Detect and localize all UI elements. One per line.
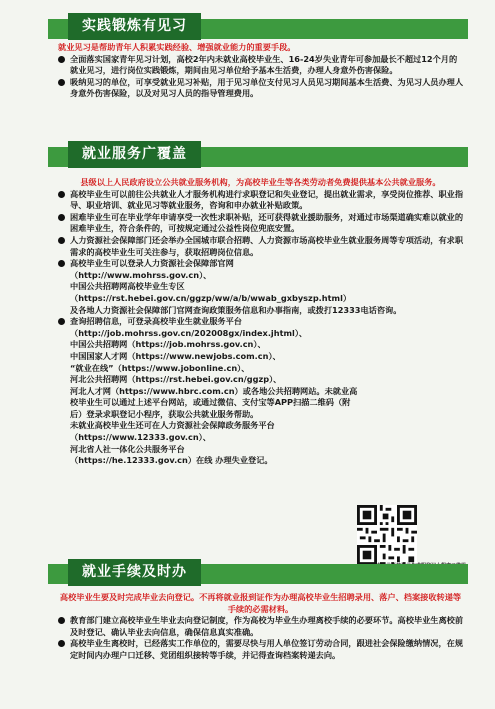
section-header-bar (48, 147, 468, 167)
url-line[interactable]: 中国国家人才网（https://www.newjobs.com.cn）、 (70, 350, 281, 361)
bullet-dot-icon (58, 617, 65, 624)
bullet-item: 吸纳见习的单位，可享受就业见习补贴，用于见习单位支付见习人员见习期间基本生活费、为见习人员办理人身意外伤害保险，以及对见习人员的指导管理费用。 (58, 77, 463, 100)
section-intro: 就业见习是帮助青年人积累实践经验、增强就业能力的重要手段。 (58, 42, 296, 52)
url-line[interactable]: 中国公共招聘网（https://job.mohrss.gov.cn）、 (70, 339, 266, 350)
bullet-list (58, 54, 463, 100)
bullet-dot-icon (58, 640, 65, 647)
bullet-item: 困难毕业生可在毕业学年申请享受一次性求职补贴，还可获得就业援助服务，对通过市场渠道确实难以就业的困难毕业生，符合条件的，可按规定通过公益性岗位兜底安置。 (58, 212, 463, 235)
section-title: 就业服务广覆盖 (68, 141, 201, 168)
section-header-bar (48, 564, 468, 584)
bullet-line: 河北人才网（https://www.hbrc.com.cn）或各地公共招聘网站。未就业高校毕业生可以通过上述平台网站，或通过微信、支付宝等APP扫描二维码（附后）登录求职登记小程序，获取公共就业服务帮助。 (70, 385, 358, 419)
bullet-item: 全面落实国家青年见习计划，高校2年内未就业高校毕业生、16-24岁失业青年可参加最长不超过12个月的就业见习，进行岗位实践锻炼，期间由见习单位给予基本生活费，办理人身意外伤害保险。 (58, 54, 463, 77)
bullet-list (58, 615, 463, 661)
url-line[interactable]: 河北公共招聘网（https://rst.hebei.gov.cn/ggzp）、 (70, 374, 282, 385)
url-line[interactable]: “就业在线”（https://www.jobonline.cn）、 (70, 362, 250, 373)
bullet-line: 及各地人力资源社会保障部门官网查询政策服务信息和办事指南，或拨打12333电话咨询。 (70, 304, 402, 315)
section-title: 实践锻炼有见习 (68, 13, 201, 40)
bullet-dot-icon (58, 191, 65, 198)
bullet-line: 河北省人社一体化公共服务平台 (70, 443, 185, 454)
bullet-item: 人力资源社会保障部门还会举办全国城市联合招聘、人力资源市场高校毕业生就业服务周等专项活动，有求职需求的高校毕业生可关注参与，获取招聘岗位信息。 (58, 235, 463, 258)
bullet-item: 高校毕业生离校时，已经落实工作单位的，需要尽快与用人单位签订劳动合同，跟进社会保险缴纳情况，在规定时间内办理户口迁移、党团组织接转等手续，并记得查询档案转递去向。 (58, 638, 463, 661)
bullet-line: 未就业高校毕业生还可在人力资源社会保障政务服务平台 (70, 420, 275, 431)
bullet-item: 高校毕业生可以前往公共就业人才服务机构进行求职登记和失业登记，提出就业需求，享受岗位推荐、职业指导、职业培训、就业见习等就业服务，咨询和申办就业补贴政策。 (58, 189, 463, 212)
bullet-dot-icon (58, 79, 65, 86)
section-practice (58, 42, 463, 100)
bullet-dot-icon (58, 260, 65, 267)
bullet-line: 查询招聘信息，可登录高校毕业生就业服务平台 (70, 316, 242, 327)
bullet-line: 高校毕业生可以登录人力资源社会保障部官网 (70, 258, 234, 269)
section-header-bar (48, 19, 468, 39)
bullet-item: 教育部门建立高校毕业生毕业去向登记制度，作为高校为毕业生办理离校手续的必要环节。高校毕业生离校前及时登记、确认毕业去向信息，确保信息真实准确。 (58, 615, 463, 638)
url-line[interactable]: （https://www.12333.gov.cn）、 (70, 432, 211, 443)
section-procedures (58, 592, 463, 662)
section-service (58, 177, 463, 467)
bullet-item (58, 258, 463, 316)
bullet-dot-icon (58, 56, 65, 63)
url-line[interactable]: （https://he.12333.gov.cn）在线 办理失业登记。 (70, 455, 273, 466)
bullet-list (58, 189, 463, 467)
url-line[interactable]: （http://www.mohrss.gov.cn）、 (70, 269, 212, 280)
bullet-dot-icon (58, 318, 65, 325)
qr-code-icon[interactable] (357, 505, 417, 565)
url-line[interactable]: （https://rst.hebei.gov.cn/ggzp/ww/a/b/wwab_gxbyszp.html） (70, 292, 352, 303)
bullet-line: 中国公共招聘网高校毕业生专区 (70, 281, 185, 292)
section-intro: 县级以上人民政府设立公共就业服务机构，为高校毕业生等各类劳动者免费提供基本公共就业服务。 (80, 177, 441, 187)
section-intro: 高校毕业生要及时完成毕业去向登记。不再将就业报到证作为办理高校毕业生招聘录用、落户、档案接收转递等手续的必需材料。 (59, 592, 462, 614)
bullet-dot-icon (58, 214, 65, 221)
bullet-dot-icon (58, 237, 65, 244)
bullet-item (58, 316, 463, 467)
url-line[interactable]: （http://job.mohrss.gov.cn/202008gx/index.jhtml）、 (70, 327, 308, 338)
section-title: 就业手续及时办 (68, 559, 201, 586)
